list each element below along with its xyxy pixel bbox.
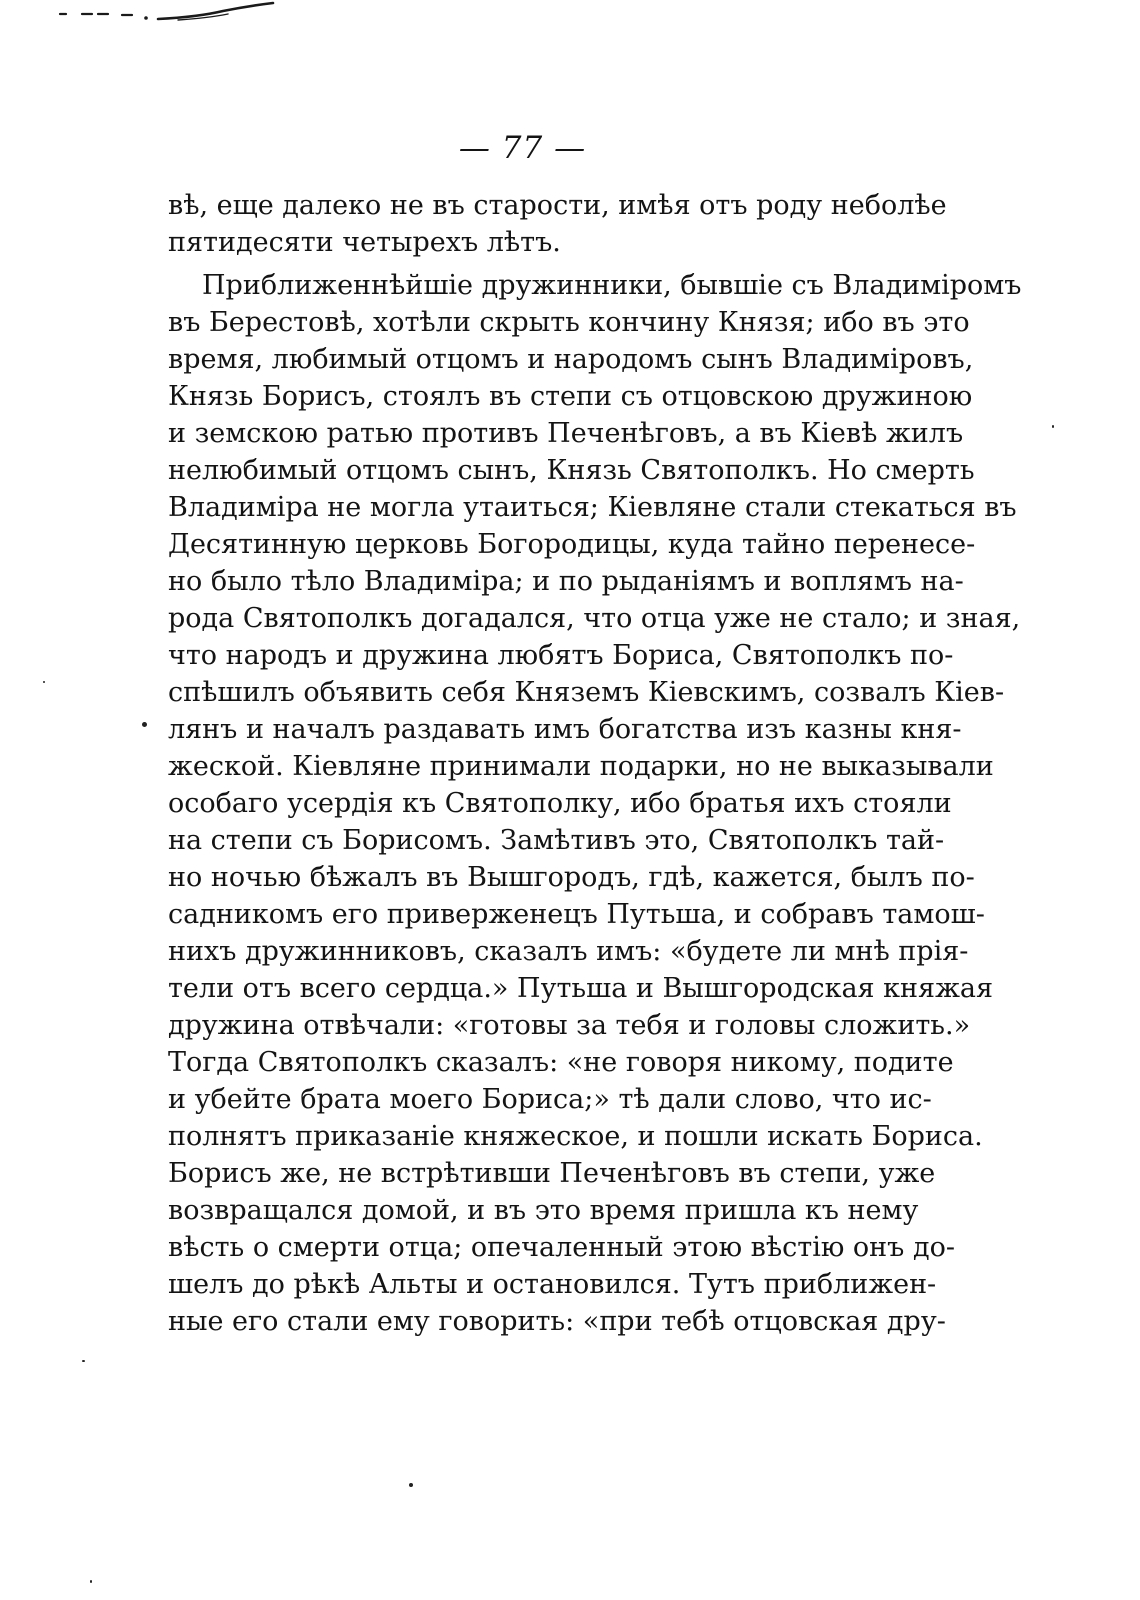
- text-line: время, любимый отцомъ и народомъ сынъ Владиміровъ,: [168, 344, 974, 375]
- ink-speck: [142, 722, 147, 727]
- text-line: что народъ и дружина любятъ Бориса, Святополкъ по-: [168, 640, 954, 671]
- paragraph: [168, 267, 1022, 1340]
- text-line: нихъ дружинниковъ, сказалъ имъ: «будете ли мнѣ прія-: [168, 936, 969, 967]
- text-line: вѣсть о смерти отца; опечаленный этою вѣстію онъ до-: [168, 1232, 955, 1263]
- text-line: особаго усердія къ Святополку, ибо братья ихъ стояли: [168, 788, 952, 819]
- text-line: въ Берестовѣ, хотѣли скрыть кончину Князя; ибо въ это: [168, 307, 970, 338]
- ink-speck: [82, 1360, 85, 1362]
- text-line: Тогда Святополкъ сказалъ: «не говоря никому, подите: [168, 1047, 954, 1078]
- text-line: жеской. Кіевляне принимали подарки, но не выказывали: [168, 751, 994, 782]
- text-line: но было тѣло Владиміра; и по рыданіямъ и воплямъ на-: [168, 566, 964, 597]
- text-line: полнятъ приказаніе княжеское, и пошли искать Бориса.: [168, 1121, 983, 1152]
- text-line: вѣ, еще далеко не въ старости, имѣя отъ роду неболѣе: [168, 190, 947, 221]
- text-line: садникомъ его приверженецъ Путьша, и собравъ тамош-: [168, 899, 985, 930]
- text-line: Князь Борисъ, стоялъ въ степи съ отцовскою дружиною: [168, 381, 973, 412]
- text-line: на степи съ Борисомъ. Замѣтивъ это, Святополкъ тай-: [168, 825, 945, 856]
- text-line: Приближеннѣйшіе дружинники, бывшіе съ Владиміромъ: [202, 270, 1022, 301]
- paragraph: [168, 187, 947, 261]
- ink-speck: [1052, 425, 1054, 428]
- scan-artifact-mark: [58, 2, 288, 24]
- text-line: лянъ и началъ раздавать имъ богатства изъ казны кня-: [168, 714, 962, 745]
- text-line: Борисъ же, не встрѣтивши Печенѣговъ въ степи, уже: [168, 1158, 936, 1189]
- text-line: но ночью бѣжалъ въ Вышгородъ, гдѣ, кажется, былъ по-: [168, 862, 975, 893]
- text-line: дружина отвѣчали: «готовы за тебя и головы сложить.»: [168, 1010, 971, 1041]
- text-line: Владиміра не могла утаиться; Кіевляне стали стекаться въ: [168, 492, 1017, 523]
- text-line: и земскою ратью противъ Печенѣговъ, а въ Кіевѣ жилъ: [168, 418, 964, 449]
- ink-speck: [90, 1580, 92, 1583]
- text-line: тели отъ всего сердца.» Путьша и Вышгородская княжая: [168, 973, 994, 1004]
- text-line: шелъ до рѣкѣ Альты и остановился. Тутъ приближен-: [168, 1269, 937, 1300]
- text-line: и убейте брата моего Бориса;» тѣ дали слово, что ис-: [168, 1084, 932, 1115]
- text-line: ные его стали ему говорить: «при тебѣ отцовская дру-: [168, 1306, 946, 1337]
- ink-speck: [409, 1483, 413, 1487]
- text-line: пятидесяти четырехъ лѣтъ.: [168, 227, 561, 258]
- text-line: возвращался домой, и въ это время пришла къ нему: [168, 1195, 919, 1226]
- text-line: нелюбимый отцомъ сынъ, Князь Святополкъ. Но смерть: [168, 455, 975, 486]
- text-line: спѣшилъ объявить себя Княземъ Кіевскимъ, созвалъ Кіев-: [168, 677, 1005, 708]
- text-line: рода Святополкъ догадался, что отца уже не стало; и зная,: [168, 603, 1021, 634]
- body-text: [168, 187, 1022, 1340]
- page-number: — 77 —: [458, 130, 587, 166]
- text-line: Десятинную церковь Богородицы, куда тайно перенесе-: [168, 529, 976, 560]
- ink-speck: [43, 681, 45, 683]
